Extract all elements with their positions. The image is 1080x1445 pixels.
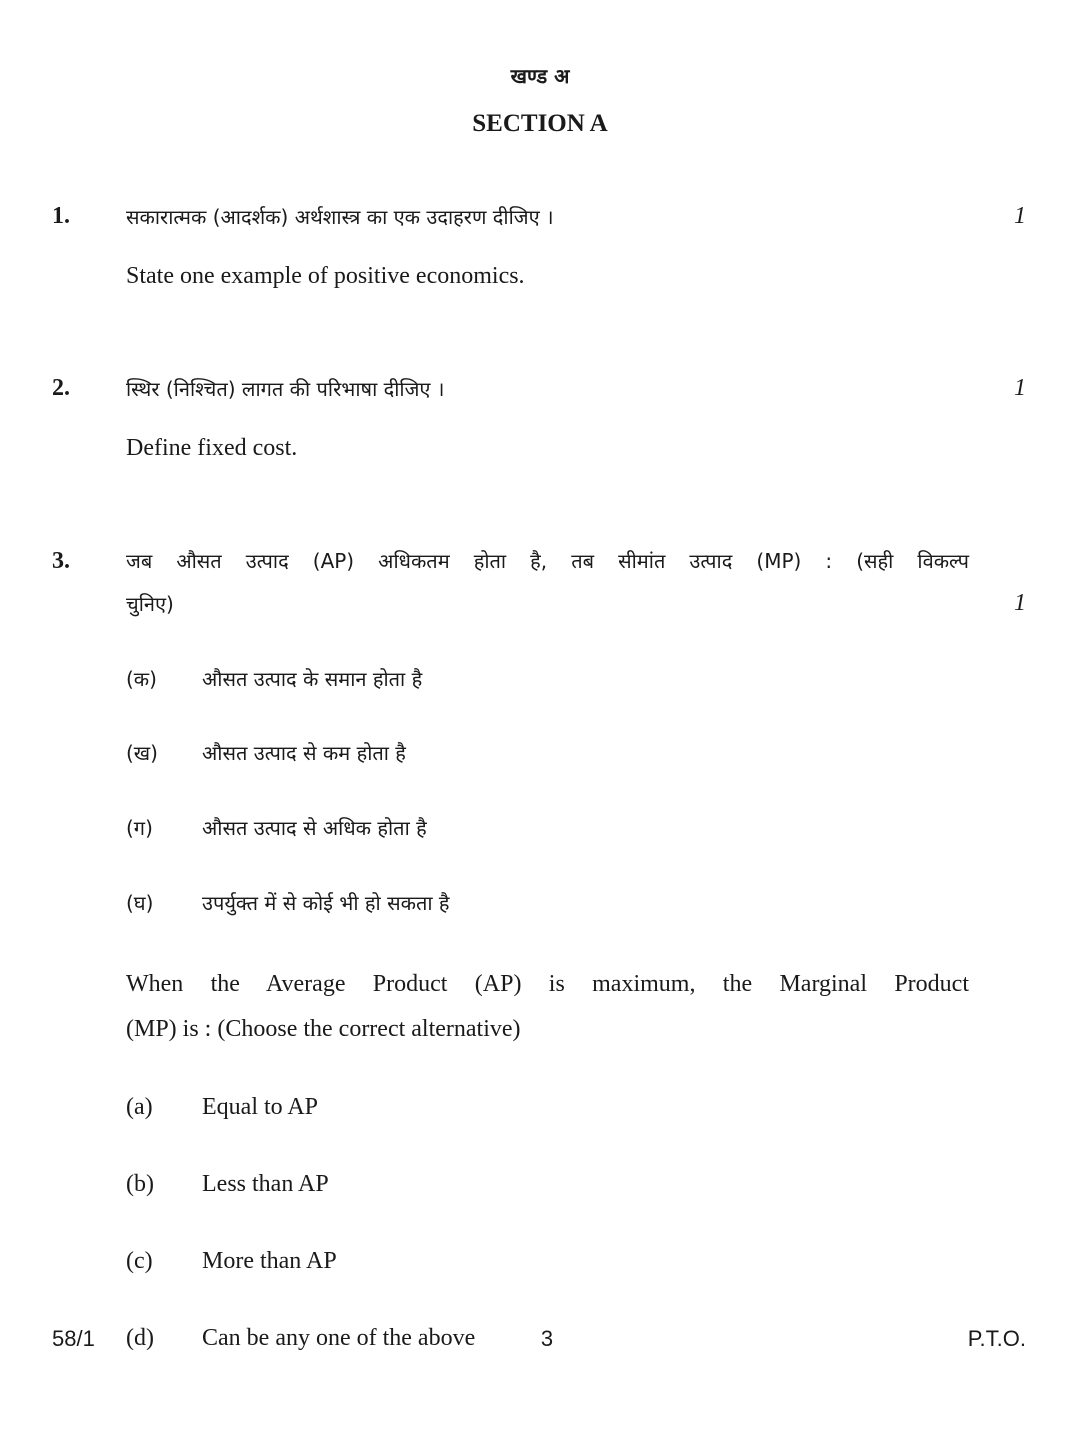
option-text-english: Equal to AP xyxy=(202,1094,319,1120)
question-3-marks: 1 xyxy=(1014,590,1026,616)
option-label-hindi: (घ) xyxy=(126,891,154,915)
question-3-english-line-2: (MP) is : (Choose the correct alternative) xyxy=(126,1016,521,1042)
option-label-english: (c) xyxy=(126,1248,153,1274)
option-label-english: (d) xyxy=(126,1325,154,1351)
option-label-hindi: (ख) xyxy=(126,741,158,765)
option-label-hindi: (ग) xyxy=(126,816,153,840)
question-3-number: 3. xyxy=(52,548,70,574)
option-text-english: Less than AP xyxy=(202,1171,329,1197)
question-1-english: State one example of positive economics. xyxy=(126,263,525,289)
question-3-english-line-1: When the Average Product (AP) is maximum, the Marginal Product xyxy=(126,971,969,997)
footer-paper-code: 58/1 xyxy=(52,1326,95,1351)
option-text-hindi: औसत उत्पाद से कम होता है xyxy=(202,741,406,765)
question-1-hindi: सकारात्मक (आदर्शक) अर्थशास्त्र का एक उदाहरण दीजिए । xyxy=(126,205,554,229)
question-2-marks: 1 xyxy=(1014,375,1026,401)
section-title-hindi: खण्ड अ xyxy=(510,64,570,88)
option-label-english: (a) xyxy=(126,1094,153,1120)
question-2-hindi: स्थिर (निश्चित) लागत की परिभाषा दीजिए । xyxy=(126,377,445,401)
option-label-english: (b) xyxy=(126,1171,154,1197)
option-label-hindi: (क) xyxy=(126,667,157,691)
question-1-number: 1. xyxy=(52,203,70,229)
question-2-english: Define fixed cost. xyxy=(126,435,298,461)
option-text-hindi: औसत उत्पाद से अधिक होता है xyxy=(202,816,427,840)
question-1-marks: 1 xyxy=(1014,203,1026,229)
option-text-hindi: औसत उत्पाद के समान होता है xyxy=(202,667,423,691)
option-text-english: Can be any one of the above xyxy=(202,1325,476,1351)
footer-page-number: 3 xyxy=(540,1326,554,1351)
question-2-number: 2. xyxy=(52,375,70,401)
option-text-hindi: उपर्युक्त में से कोई भी हो सकता है xyxy=(202,891,450,915)
footer-pto: P.T.O. xyxy=(967,1326,1026,1351)
question-3-hindi-line-1: जब औसत उत्पाद (AP) अधिकतम होता है, तब सीमांत उत्पाद (MP) : (सही विकल्प xyxy=(126,549,969,573)
section-title-english: SECTION A xyxy=(472,110,608,137)
question-3-hindi-line-2: चुनिए) xyxy=(126,592,174,616)
option-text-english: More than AP xyxy=(202,1248,337,1274)
